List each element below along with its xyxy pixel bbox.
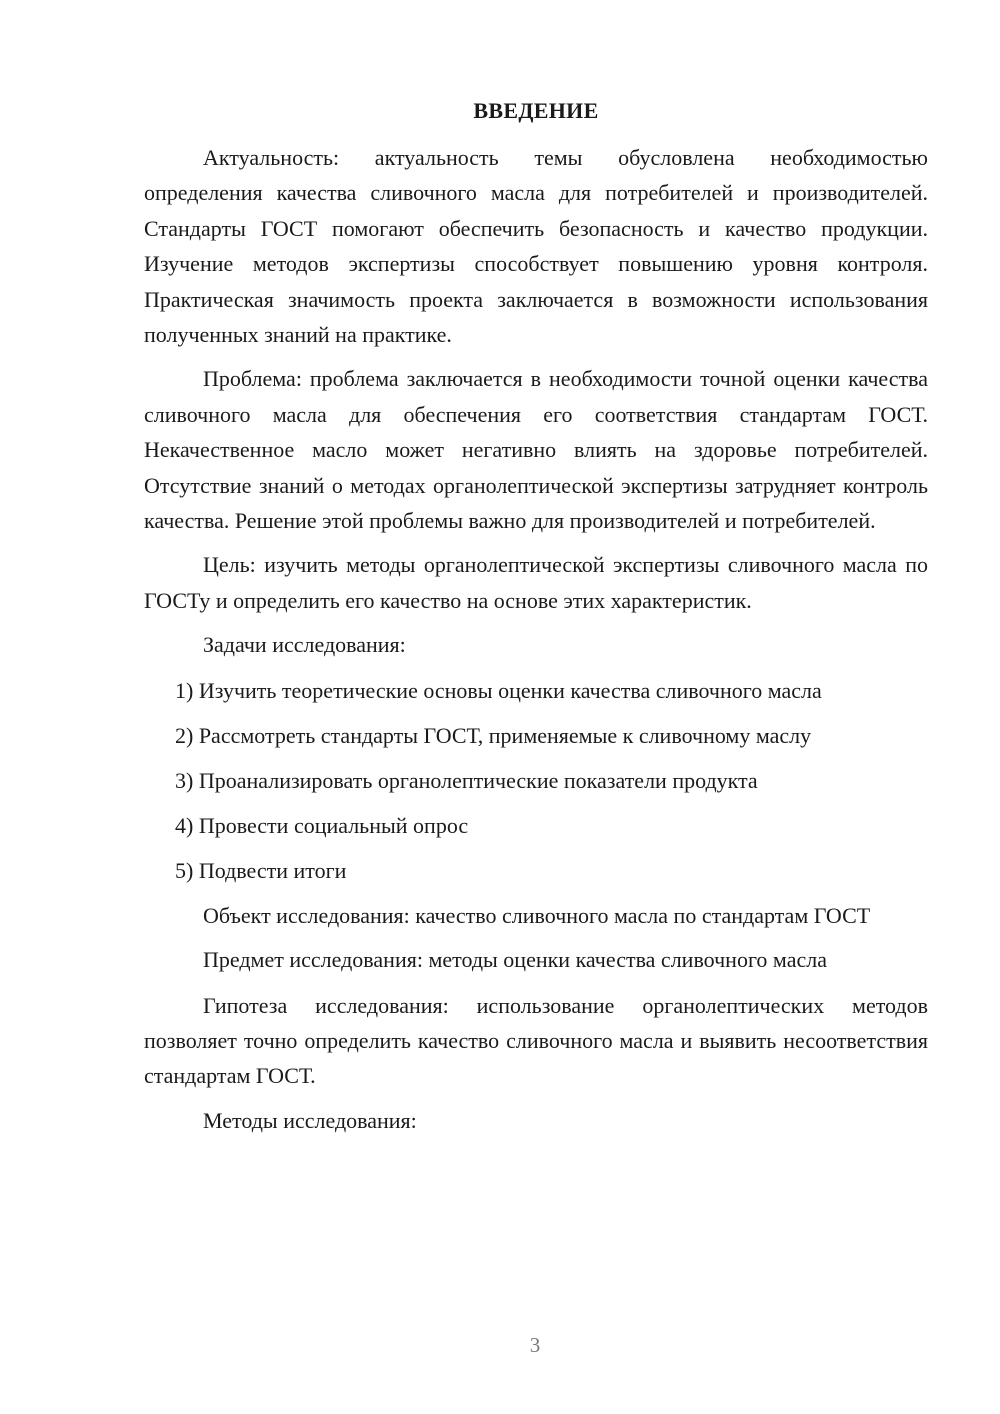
object-paragraph: Объект исследования: качество сливочного масла по стандартам ГОСТ (203, 902, 871, 928)
list-item: 1) Изучить теоретические основы оценки качества сливочного масла (175, 677, 822, 703)
tasks-list (144, 673, 928, 888)
subject-paragraph: Предмет исследования: методы оценки качества сливочного масла (203, 947, 827, 973)
methods-heading: Методы исследования: (203, 1107, 417, 1133)
goal-paragraph: Цель: изучить методы органолептической экспертизы сливочного масла по ГОСТу и определить его качество на основе этих характеристик. (144, 552, 928, 613)
page-number: 3 (529, 1333, 541, 1357)
document-page (144, 96, 928, 1148)
relevance-paragraph: Актуальность: актуальность темы обусловлена необходимостью определения качества сливочного масла для потребителей и производителей. Стандарты ГОСТ помогают обеспечить безопасность и качество продукции. Изучение методов экспертизы способствует повышению уровня контроля. Практическая значимость проекта заключается в возможности использования полученных знаний на практике. (144, 145, 928, 348)
list-item: 4) Провести социальный опрос (175, 812, 469, 838)
page-title: ВВЕДЕНИЕ (473, 98, 599, 123)
hypothesis-paragraph: Гипотеза исследования: использование органолептических методов позволяет точно определить качество сливочного масла и выявить несоответствия стандартам ГОСТ. (144, 992, 928, 1089)
list-item: 5) Подвести итоги (175, 857, 347, 883)
list-item: 3) Проанализировать органолептические показатели продукта (175, 767, 758, 793)
problem-paragraph: Проблема: проблема заключается в необходимости точной оценки качества сливочного масла для обеспечения его соответствия стандартам ГОСТ. Некачественное масло может негативно влиять на здоровье потребителей. Отсутствие знаний о методах органолептической экспертизы затрудняет контроль качества. Решение этой проблемы важно для производителей и потребителей. (144, 366, 928, 534)
tasks-heading: Задачи исследования: (203, 632, 406, 658)
list-item: 2) Рассмотреть стандарты ГОСТ, применяемые к сливочному маслу (175, 722, 812, 748)
